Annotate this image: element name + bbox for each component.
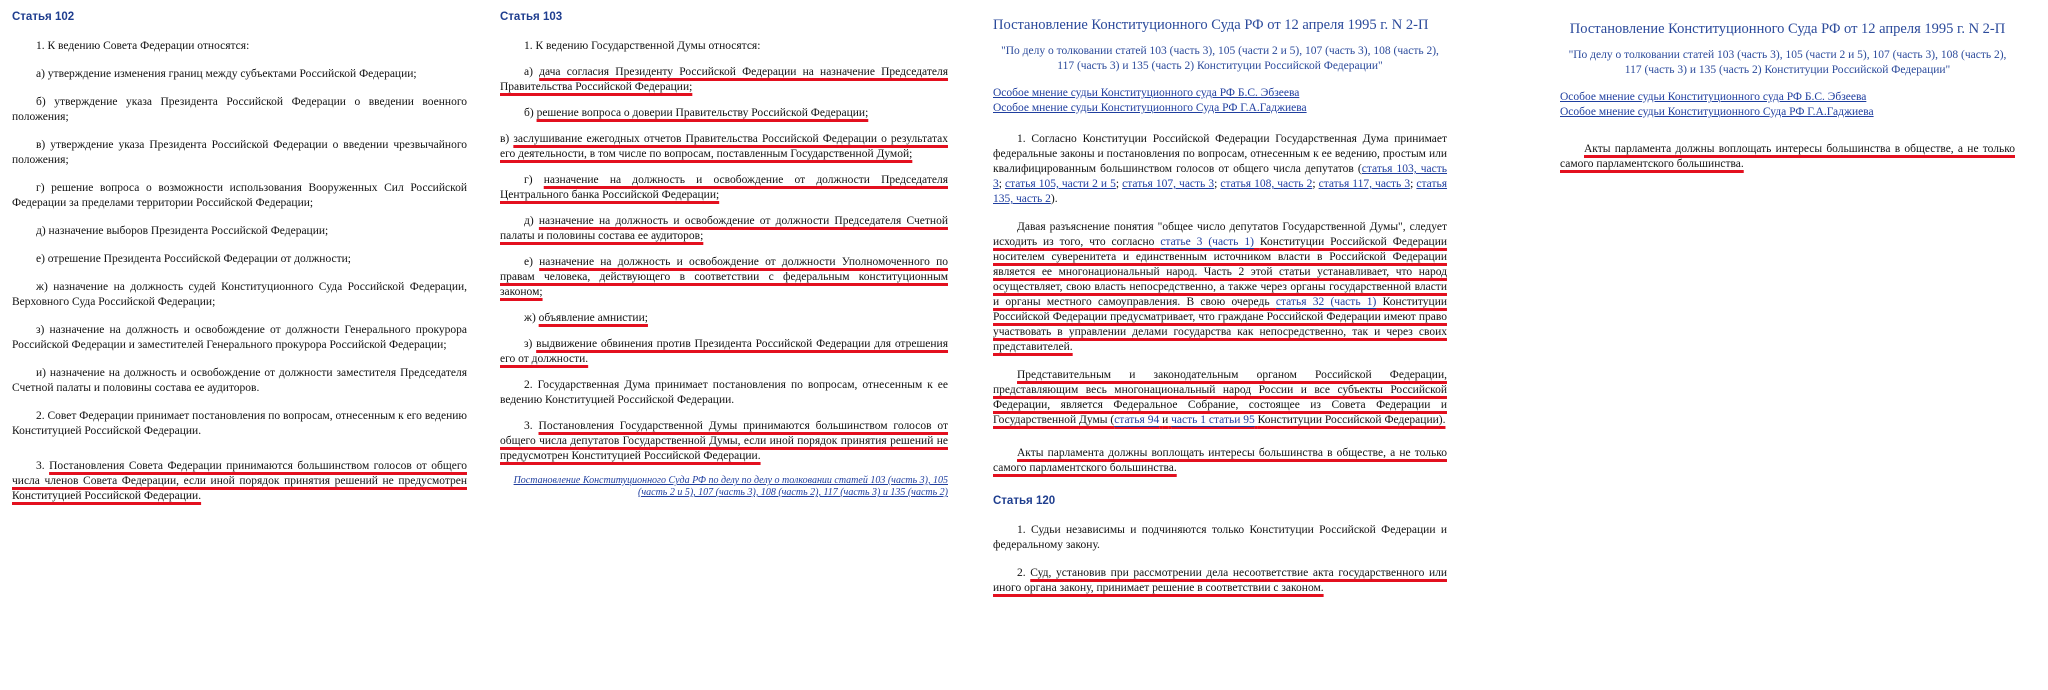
item-letter: е) [524, 256, 533, 268]
article-103-part-3-number: 3. [524, 420, 533, 432]
article-102-item-g: г) решение вопроса о возможности использования Вооруженных Сил Российской Федерации за пределами территории Российской Федерации; [12, 182, 467, 209]
article-102-item-zh: ж) назначение на должность судей Конституционного Суда Российской Федерации, Верховного Суда Российской Федерации; [12, 281, 467, 308]
court-ruling-excerpt-column [1560, 20, 2015, 185]
link-art-107-3[interactable]: статья 107, часть 3 [1122, 178, 1215, 190]
article-120-part-1: 1. Судьи независимы и подчиняются только Конституции Российской Федерации и федеральному закону. [993, 524, 1447, 551]
court-ruling-subtitle: "По делу о толковании статей 103 (часть 3), 105 (части 2 и 5), 107 (часть 3), 108 (часть 2), 117 (часть 3) и 135 (часть 2) Конституции Российской Федерации" [1001, 45, 1439, 72]
article-103-item-g-highlight: назначение на должность и освобождение от должности Председателя Центрального банка Российской Федерации; [500, 174, 948, 201]
article-102-item-b: б) утверждение указа Президента Российской Федерации о введении военного положения; [12, 96, 467, 123]
article-103-item-d [500, 214, 948, 244]
article-102-intro: 1. К ведению Совета Федерации относятся: [36, 40, 250, 52]
ruling-paragraph-4 [993, 446, 1447, 476]
article-102-item-i: и) назначение на должность и освобождение от должности заместителя Председателя Счетной палаты и половины состава ее аудиторов. [12, 367, 467, 394]
excerpt-paragraph-highlight: Акты парламента должны воплощать интересы большинства в обществе, а не только самого парламентского большинства. [1560, 143, 2015, 170]
ruling-paragraph-1-text: 1. Согласно Конституции Российской Федерации Государственная Дума принимает федеральные законы и постановления по вопросам, отнесенным к ее ведению, простым или квалифицированным большинством голосов от общего числа депутатов ( [993, 133, 1447, 175]
ruling-paragraph-3-end: Конституции Российской Федерации). [1257, 414, 1446, 426]
link-art-95-1[interactable]: часть 1 статьи 95 [1171, 414, 1255, 426]
article-103-item-zh [500, 311, 948, 326]
court-ruling-column [993, 16, 1447, 609]
item-letter: а) [524, 66, 533, 78]
court-ruling-title: Постановление Конституционного Суда РФ от 12 апреля 1995 г. N 2-П [993, 17, 1429, 33]
conjunction-text: и [1162, 414, 1169, 426]
dissenting-opinions [993, 86, 1447, 116]
article-103-item-v [500, 132, 948, 162]
link-art-94[interactable]: статья 94 [1114, 414, 1160, 426]
ruling-paragraph-2-highlight [993, 236, 1447, 353]
ruling-paragraph-2-text-b: исходить из того, что согласно [993, 236, 1155, 248]
article-102-title: Статья 102 [12, 11, 75, 23]
item-letter: д) [524, 215, 534, 227]
article-103-item-g [500, 173, 948, 203]
link-art-108-2[interactable]: статья 108, часть 2 [1220, 178, 1313, 190]
article-103-part-3-highlight: Постановления Государственной Думы принимаются большинством голосов от общего числа депутатов Государственной Думы, если иной порядок принятия решений не предусмотрен Конституцией Российской Федерации. [500, 420, 949, 462]
article-103-item-v-highlight: заслушивание ежегодных отчетов Правительства Российской Федерации о результатах его деятельности, в том числе по вопросам, поставленным Государственной Думой; [500, 133, 948, 160]
link-art-32-1[interactable]: статья 32 (часть 1) [1275, 296, 1377, 308]
court-ruling-reference-link[interactable]: Постановление Конституционного Суда РФ по делу по делу о толковании статей 103 (часть 3), 105 (часть 2 и 5), 107 (часть 3), 108 (часть 2), 117 (часть 3) и 135 (часть 2) [513, 475, 948, 498]
ruling-paragraph-1: 1. Согласно Конституции Российской Федерации Государственная Дума принимает федеральные законы и постановления по вопросам, отнесенным к ее ведению, простым или квалифицированным большинством голосов от общего числа депутатов (статья 103, часть 3; статья 105, части 2 и 5; статья 107, часть 3; статья 108, часть 2; статья 117, часть 3; статья 135, часть 2). [993, 133, 1448, 205]
article-102-item-d: д) назначение выборов Президента Российской Федерации; [36, 225, 329, 237]
article-102-column [12, 10, 467, 517]
excerpt-ruling-title: Постановление Конституционного Суда РФ от 12 апреля 1995 г. N 2-П [1569, 21, 2006, 37]
ruling-paragraph-3-highlight [993, 369, 1447, 426]
article-102-part-3-number: 3. [36, 460, 45, 472]
article-103-part-2: 2. Государственная Дума принимает постановления по вопросам, отнесенным к ее ведению Конституцией Российской Федерации. [500, 379, 948, 406]
link-art-105-2-5[interactable]: статья 105, части 2 и 5 [1005, 178, 1116, 190]
link-art-135-2[interactable]: статья 135, часть 2 [993, 178, 1448, 205]
article-102-part-3 [12, 459, 467, 504]
excerpt-opinion-ebzeev-link[interactable]: Особое мнение судьи Конституционного суда РФ Б.С. Эбзеева [1560, 91, 1867, 103]
article-103-item-d-highlight: назначение на должность и освобождение от должности Председателя Счетной палаты и половины состава ее аудиторов; [500, 215, 948, 242]
excerpt-opinion-gadzhiev-link[interactable]: Особое мнение судьи Конституционного Суда РФ Г.А.Гаджиева [1560, 106, 1874, 118]
ruling-paragraph-2-text-c: Конституции Российской Федерации носителем суверенитета и единственным источником власти в Российской Федерации является ее многонациональный народ. Часть 2 этой статьи устанавливает, что народ осуществляет, свою власть непосредственно, а также через органы государственной власти и органы местного самоуправления. В свою очередь [993, 236, 1448, 308]
article-120-part-2-highlight: Суд, установив при рассмотрении дела несоответствие акта государственного или иного органа закону, принимает решение в соответствии с законом. [993, 567, 1447, 594]
article-103-item-z-highlight: выдвижение обвинения против Президента Российской Федерации для отрешения его от должности. [500, 338, 949, 365]
article-120-part-2-number: 2. [1017, 567, 1026, 579]
article-103-item-a [500, 65, 948, 95]
link-art-3-1[interactable]: статье 3 (часть 1) [1160, 236, 1254, 248]
opinion-gadzhiev-link[interactable]: Особое мнение судьи Конституционного Суда РФ Г.А.Гаджиева [993, 102, 1307, 114]
article-102-item-a: а) утверждение изменения границ между субъектами Российской Федерации; [36, 68, 417, 80]
article-102-item-z: з) назначение на должность и освобождение от должности Генерального прокурора Российской Федерации и заместителей Генерального прокурора Российской Федерации; [12, 324, 467, 351]
ruling-paragraph-3 [993, 368, 1447, 428]
article-102-part-2: 2. Совет Федерации принимает постановления по вопросам, отнесенным к его ведению Конституцией Российской Федерации. [12, 410, 467, 437]
article-120-title: Статья 120 [993, 495, 1056, 507]
article-103-item-b [500, 106, 948, 121]
ruling-paragraph-3-text: Представительным и законодательным органом Российской Федерации, представляющим весь многонациональный народ России и все субъекты Российской Федерации, является Федеральное Собрание, состоящее из Совета Федерации и Государственной Думы ( [993, 369, 1447, 426]
excerpt-ruling-subtitle: "По делу о толковании статей 103 (часть 3), 105 (части 2 и 5), 107 (часть 3), 108 (часть 2), 117 (часть 3) и 135 (часть 2) Конституции Российской Федерации" [1568, 49, 2007, 76]
ruling-paragraph-2 [993, 220, 1447, 355]
article-102-part-3-highlight: Постановления Совета Федерации принимаются большинством голосов от общего числа членов Совета Федерации, если иной порядок принятия решений не предусмотрен Конституцией Российской Федерации. [12, 460, 467, 502]
article-103-item-e [500, 255, 948, 300]
item-letter: з) [524, 338, 533, 350]
item-letter: г) [524, 174, 533, 186]
article-120-part-2 [993, 566, 1447, 596]
item-letter: б) [524, 107, 534, 119]
article-103-title: Статья 103 [500, 11, 563, 23]
excerpt-dissenting-opinions [1560, 90, 2015, 120]
link-art-117-3[interactable]: статья 117, часть 3 [1318, 178, 1411, 190]
ruling-paragraph-2-text-d: Конституции Российской Федерации предусматривает, что граждане Российской Федерации имеют право участвовать в управлении делами государства как непосредственно, так и через своих представителей. [993, 296, 1448, 353]
article-103-part-3 [500, 419, 948, 464]
article-103-item-b-highlight: решение вопроса о доверии Правительству Российской Федерации; [536, 107, 869, 119]
article-103-item-a-highlight: дача согласия Президенту Российской Федерации на назначение Председателя Правительства Российской Федерации; [500, 66, 949, 93]
ruling-paragraph-4-highlight: Акты парламента должны воплощать интересы большинства в обществе, а не только самого парламентского большинства. [993, 447, 1447, 474]
article-103-intro: 1. К ведению Государственной Думы относятся: [524, 40, 761, 52]
article-103-column [500, 10, 948, 499]
article-103-item-z [500, 337, 948, 367]
article-103-item-zh-highlight: объявление амнистии; [538, 312, 648, 324]
opinion-ebzeev-link[interactable]: Особое мнение судьи Конституционного суда РФ Б.С. Эбзеева [993, 87, 1300, 99]
article-102-item-e: е) отрешение Президента Российской Федерации от должности; [36, 253, 351, 265]
article-102-item-v: в) утверждение указа Президента Российской Федерации о введении чрезвычайного положения; [12, 139, 467, 166]
article-103-item-e-highlight: назначение на должность и освобождение от должности Уполномоченного по правам человека, действующего в соответствии с федеральным конституционным законом; [500, 256, 949, 298]
ruling-paragraph-2-lead: Давая разъяснение понятия "общее число депутатов Государственной Думы", следует [1017, 221, 1447, 233]
link-art-103-3[interactable]: статья 103, часть 3 [993, 163, 1448, 190]
item-letter: ж) [524, 312, 536, 324]
excerpt-paragraph [1560, 142, 2015, 172]
item-letter: в) [500, 133, 510, 145]
